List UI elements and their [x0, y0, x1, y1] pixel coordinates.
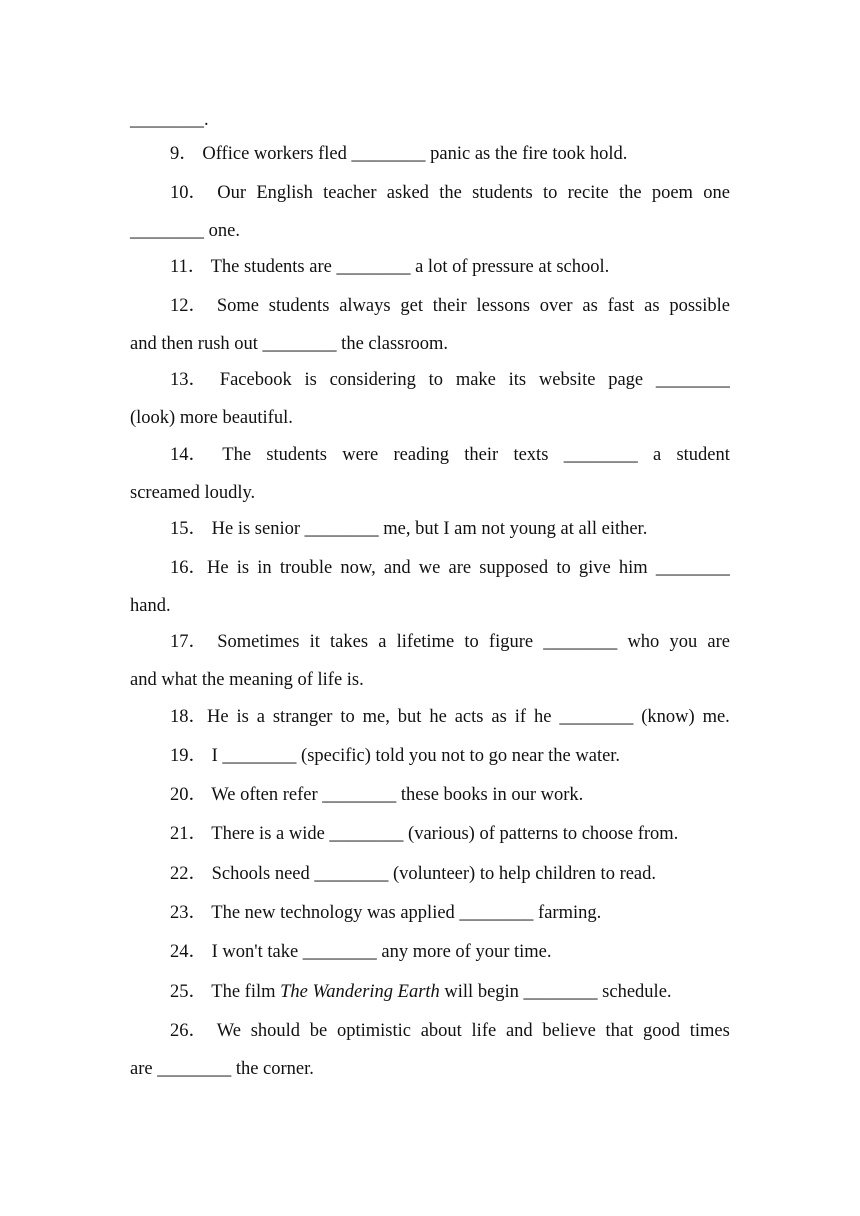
word: get — [400, 296, 423, 316]
question-23: 23． The new technology was applied ________ farming. — [170, 903, 602, 923]
word: give — [578, 558, 611, 578]
word: considering — [329, 370, 416, 390]
question-18 — [170, 705, 730, 729]
word: you — [669, 632, 698, 652]
question-11: 11． The students are ________ a lot of pressure at school. — [170, 257, 610, 277]
word: their — [464, 445, 499, 465]
question-9: 9． Office workers fled ________ panic as the fire took hold. — [170, 144, 628, 164]
word: the — [618, 183, 642, 203]
word: lifetime — [396, 632, 455, 652]
word: takes — [330, 632, 369, 652]
word: teacher — [323, 183, 377, 203]
word: the — [439, 183, 462, 203]
word: that — [605, 1021, 634, 1041]
word: we — [418, 558, 441, 578]
word: in — [257, 558, 272, 578]
word: its — [508, 370, 527, 390]
word: student — [676, 445, 730, 465]
word: (know) — [641, 707, 695, 727]
question-17-line-2: and what the meaning of life is. — [130, 670, 364, 690]
answer-blank-continuation: ________. — [130, 110, 209, 130]
word: students — [472, 183, 533, 203]
question-16-line-1 — [170, 556, 730, 580]
word: poem — [651, 183, 693, 203]
word: good — [643, 1021, 681, 1041]
word: website — [538, 370, 596, 390]
word: possible — [669, 296, 730, 316]
word: make — [455, 370, 496, 390]
word: The — [222, 445, 252, 465]
word: to — [556, 558, 571, 578]
word: be — [309, 1021, 328, 1041]
word: ________ — [655, 558, 730, 578]
question-21: 21． There is a wide ________ (various) of patterns to choose from. — [170, 824, 679, 844]
word: as — [582, 296, 598, 316]
word: if — [514, 707, 527, 727]
word: ________ — [563, 445, 638, 465]
question-12-line-1 — [170, 294, 730, 318]
word: one — [703, 183, 730, 203]
word: ________ — [543, 632, 618, 652]
word: who — [627, 632, 660, 652]
word: it — [309, 632, 320, 652]
word: a — [652, 445, 662, 465]
word: always — [339, 296, 391, 316]
question-14-line-1 — [170, 443, 730, 467]
word: he — [429, 707, 447, 727]
word: fast — [607, 296, 635, 316]
word: believe — [542, 1021, 596, 1041]
question-25-suffix: will begin ________ schedule. — [439, 982, 672, 1002]
question-22: 22． Schools need ________ (volunteer) to help children to read. — [170, 864, 657, 884]
word: 13． — [170, 370, 208, 390]
word: times — [689, 1021, 730, 1041]
word: 10． — [170, 183, 208, 203]
word: supposed — [479, 558, 549, 578]
word: ________ — [655, 370, 730, 390]
word: English — [256, 183, 313, 203]
word: about — [420, 1021, 462, 1041]
word: We — [216, 1021, 241, 1041]
question-10-line-1 — [170, 181, 730, 205]
word: and — [505, 1021, 533, 1041]
question-17-line-1 — [170, 630, 730, 654]
question-13-line-2: (look) more beautiful. — [130, 408, 293, 428]
word: 17． — [170, 632, 208, 652]
word: over — [539, 296, 573, 316]
word: stranger — [272, 707, 333, 727]
word: to — [428, 370, 444, 390]
word: texts — [513, 445, 549, 465]
word: 26． — [170, 1021, 208, 1041]
word: reading — [393, 445, 449, 465]
word: Some — [216, 296, 259, 316]
word: students — [268, 296, 330, 316]
word: ________ — [559, 707, 634, 727]
question-26-line-1 — [170, 1019, 730, 1043]
word: Facebook — [219, 370, 292, 390]
word: their — [432, 296, 467, 316]
word: Our — [217, 183, 247, 203]
film-title: The Wandering Earth — [280, 982, 440, 1002]
word: recite — [567, 183, 609, 203]
word: figure — [488, 632, 534, 652]
word: to — [542, 183, 558, 203]
word: a — [256, 707, 265, 727]
word: 16．He — [170, 558, 229, 578]
question-15: 15． He is senior ________ me, but I am not young at all either. — [170, 519, 648, 539]
word: students — [266, 445, 327, 465]
word: were — [342, 445, 379, 465]
question-10-line-2: ________ one. — [130, 221, 240, 241]
word: is — [304, 370, 317, 390]
word: as — [491, 707, 507, 727]
word: 14． — [170, 445, 208, 465]
question-13-line-1 — [170, 368, 730, 392]
word: is — [236, 558, 250, 578]
question-12-line-2: and then rush out ________ the classroom. — [130, 334, 449, 354]
word: lessons — [476, 296, 530, 316]
word: me, — [362, 707, 390, 727]
word: is — [236, 707, 249, 727]
word: me. — [702, 707, 730, 727]
word: him — [618, 558, 648, 578]
word: but — [397, 707, 422, 727]
word: 12． — [170, 296, 208, 316]
word: to — [464, 632, 479, 652]
word: trouble — [279, 558, 333, 578]
word: page — [608, 370, 644, 390]
word: a — [378, 632, 387, 652]
word: now, — [340, 558, 376, 578]
word: he — [533, 707, 552, 727]
word: Sometimes — [217, 632, 300, 652]
question-16-line-2: hand. — [130, 596, 171, 616]
word: are — [707, 632, 730, 652]
word: life — [471, 1021, 497, 1041]
word: should — [250, 1021, 301, 1041]
question-19: 19． I ________ (specific) told you not to go near the water. — [170, 746, 621, 766]
question-20: 20． We often refer ________ these books in our work. — [170, 785, 584, 805]
word: as — [644, 296, 660, 316]
question-25 — [170, 980, 672, 1004]
question-26-line-2: are ________ the corner. — [130, 1059, 314, 1079]
question-24: 24． I won't take ________ any more of your time. — [170, 942, 552, 962]
word: and — [383, 558, 411, 578]
question-25-prefix: 25． The film — [170, 982, 281, 1002]
question-14-line-2: screamed loudly. — [130, 483, 256, 503]
word: are — [448, 558, 472, 578]
word: optimistic — [336, 1021, 411, 1041]
word: 18．He — [170, 707, 229, 727]
word: asked — [386, 183, 429, 203]
word: acts — [454, 707, 484, 727]
word: to — [340, 707, 355, 727]
